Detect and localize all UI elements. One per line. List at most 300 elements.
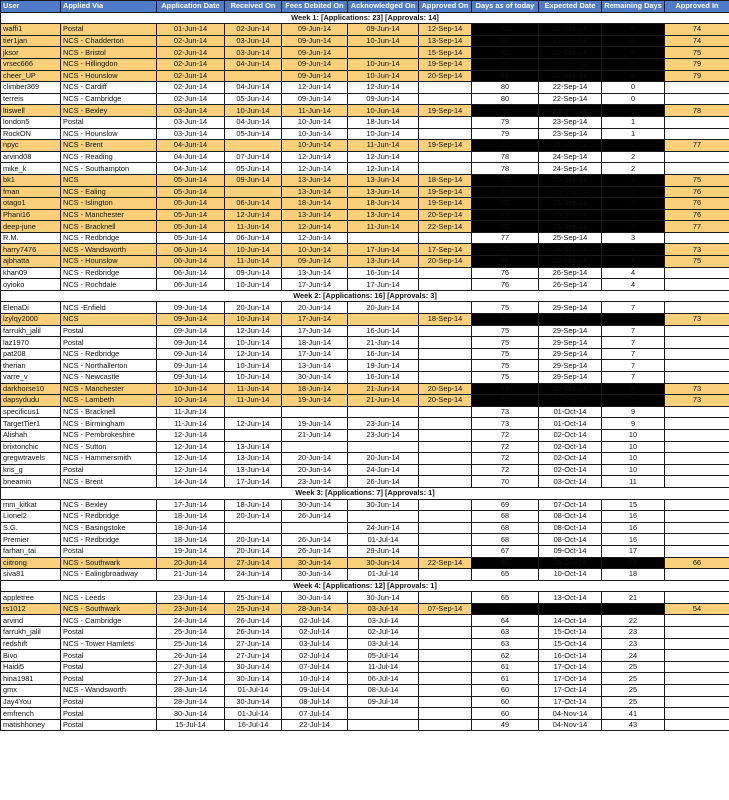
cell-fees-debited-on[interactable]: 26-Jun-14 xyxy=(282,511,348,523)
cell-expected-date[interactable]: 25-Sep-14 xyxy=(539,209,602,221)
cell-acknowledged-on[interactable]: 10-Jun-14 xyxy=(348,58,419,70)
cell-approved-on[interactable] xyxy=(419,418,472,430)
cell-fees-debited-on[interactable] xyxy=(282,406,348,418)
table-row[interactable] xyxy=(1,174,729,186)
cell-received-on[interactable]: 13-Jun-14 xyxy=(225,453,282,465)
cell-days-as-of-today[interactable]: 69 xyxy=(472,499,539,511)
cell-approved-in[interactable]: 73 xyxy=(665,395,729,407)
cell-expected-date[interactable]: 08-Oct-14 xyxy=(539,511,602,523)
cell-application-date[interactable]: 19-Jun-14 xyxy=(157,545,225,557)
cell-expected-date[interactable]: 08-Oct-14 xyxy=(539,534,602,546)
cell-approved-on[interactable] xyxy=(419,673,472,685)
cell-approved-in[interactable]: 73 xyxy=(665,244,729,256)
cell-applied-via[interactable]: Postal xyxy=(61,650,157,662)
cell-acknowledged-on[interactable]: 11-Jun-14 xyxy=(348,140,419,152)
table-row[interactable] xyxy=(1,302,729,314)
cell-application-date[interactable]: 03-Jun-14 xyxy=(157,105,225,117)
cell-fees-debited-on[interactable]: 10-Jun-14 xyxy=(282,116,348,128)
cell-fees-debited-on[interactable]: 22-Jul-14 xyxy=(282,719,348,731)
cell-expected-date[interactable]: 07-Oct-14 xyxy=(539,499,602,511)
cell-user[interactable]: arvind08 xyxy=(1,151,61,163)
table-row[interactable] xyxy=(1,569,729,581)
cell-expected-date[interactable]: 29-Sep-14 xyxy=(539,325,602,337)
cell-remaining-days[interactable]: 6 xyxy=(602,35,665,47)
cell-received-on[interactable]: 12-Jun-14 xyxy=(225,418,282,430)
cell-fees-debited-on[interactable]: 07-Jul-14 xyxy=(282,708,348,720)
cell-days-as-of-today[interactable]: 68 xyxy=(472,522,539,534)
cell-expected-date[interactable]: 10-Oct-14 xyxy=(539,569,602,581)
cell-approved-in[interactable] xyxy=(665,348,729,360)
cell-approved-on[interactable] xyxy=(419,592,472,604)
cell-expected-date[interactable]: 29-Sep-14 xyxy=(539,337,602,349)
cell-acknowledged-on[interactable] xyxy=(348,232,419,244)
table-row[interactable] xyxy=(1,592,729,604)
cell-applied-via[interactable]: NCS - Lambeth xyxy=(61,395,157,407)
cell-applied-via[interactable]: Postal xyxy=(61,24,157,36)
table-row[interactable] xyxy=(1,476,729,488)
cell-expected-date[interactable]: 17-Oct-14 xyxy=(539,685,602,697)
cell-fees-debited-on[interactable]: 09-Jun-14 xyxy=(282,47,348,59)
cell-approved-in[interactable]: 75 xyxy=(665,47,729,59)
cell-approved-on[interactable] xyxy=(419,719,472,731)
table-row[interactable] xyxy=(1,719,729,731)
cell-remaining-days[interactable]: 22 xyxy=(602,615,665,627)
cell-application-date[interactable]: 02-Jun-14 xyxy=(157,70,225,82)
cell-acknowledged-on[interactable] xyxy=(348,708,419,720)
cell-acknowledged-on[interactable]: 10-Jun-14 xyxy=(348,35,419,47)
cell-approved-in[interactable]: 75 xyxy=(665,174,729,186)
cell-applied-via[interactable]: NCS -Enfield xyxy=(61,302,157,314)
cell-fees-debited-on[interactable]: 17-Jun-14 xyxy=(282,325,348,337)
cell-fees-debited-on[interactable]: 09-Jun-14 xyxy=(282,58,348,70)
cell-applied-via[interactable]: NCS xyxy=(61,174,157,186)
cell-approved-on[interactable] xyxy=(419,708,472,720)
cell-application-date[interactable]: 09-Jun-14 xyxy=(157,372,225,384)
cell-application-date[interactable]: 26-Jun-14 xyxy=(157,650,225,662)
table-row[interactable] xyxy=(1,186,729,198)
cell-approved-in[interactable] xyxy=(665,638,729,650)
cell-received-on[interactable]: 20-Jun-14 xyxy=(225,545,282,557)
cell-approved-in[interactable] xyxy=(665,476,729,488)
cell-received-on[interactable]: 10-Jun-14 xyxy=(225,314,282,326)
cell-approved-in[interactable] xyxy=(665,627,729,639)
cell-acknowledged-on[interactable]: 16-Jun-14 xyxy=(348,372,419,384)
cell-received-on[interactable]: 26-Jun-14 xyxy=(225,615,282,627)
cell-user[interactable]: Lionel2 xyxy=(1,511,61,523)
cell-remaining-days[interactable]: 8 xyxy=(602,395,665,407)
cell-approved-in[interactable] xyxy=(665,279,729,291)
cell-expected-date[interactable]: 08-Oct-14 xyxy=(539,522,602,534)
cell-expected-date[interactable]: 22-Sep-14 xyxy=(539,47,602,59)
table-row[interactable] xyxy=(1,418,729,430)
cell-days-as-of-today[interactable]: 68 xyxy=(472,534,539,546)
col-header-fees-debited-on[interactable]: Fees Debited On xyxy=(282,1,348,13)
cell-remaining-days[interactable]: 11 xyxy=(602,476,665,488)
cell-approved-on[interactable]: 22-Sep-14 xyxy=(419,557,472,569)
cell-acknowledged-on[interactable]: 16-Jun-14 xyxy=(348,267,419,279)
cell-user[interactable]: gmx xyxy=(1,685,61,697)
cell-acknowledged-on[interactable]: 23-Jun-14 xyxy=(348,429,419,441)
cell-expected-date[interactable]: 13-Oct-14 xyxy=(539,603,602,615)
cell-approved-on[interactable] xyxy=(419,569,472,581)
cell-acknowledged-on[interactable]: 21-Jun-14 xyxy=(348,383,419,395)
cell-approved-in[interactable]: 76 xyxy=(665,209,729,221)
cell-received-on[interactable]: 24-Jun-14 xyxy=(225,569,282,581)
cell-approved-on[interactable] xyxy=(419,511,472,523)
cell-applied-via[interactable]: NCS - Cambridge xyxy=(61,93,157,105)
cell-applied-via[interactable]: NCS - Wandsworth xyxy=(61,685,157,697)
cell-received-on[interactable]: 06-Jun-14 xyxy=(225,232,282,244)
cell-received-on[interactable]: 25-Jun-14 xyxy=(225,603,282,615)
cell-received-on[interactable]: 12-Jun-14 xyxy=(225,348,282,360)
cell-approved-on[interactable] xyxy=(419,406,472,418)
cell-applied-via[interactable]: NCS - Tower Hamlets xyxy=(61,638,157,650)
cell-approved-in[interactable]: 79 xyxy=(665,70,729,82)
col-header-applied-via[interactable]: Applied Via xyxy=(61,1,157,13)
cell-fees-debited-on[interactable]: 26-Jun-14 xyxy=(282,534,348,546)
cell-applied-via[interactable]: Postal xyxy=(61,627,157,639)
cell-fees-debited-on[interactable]: 13-Jun-14 xyxy=(282,209,348,221)
cell-approved-on[interactable]: 20-Sep-14 xyxy=(419,70,472,82)
cell-received-on[interactable]: 27-Jun-14 xyxy=(225,638,282,650)
cell-fees-debited-on[interactable]: 13-Jun-14 xyxy=(282,174,348,186)
cell-approved-in[interactable] xyxy=(665,696,729,708)
cell-approved-on[interactable]: 18-Sep-14 xyxy=(419,314,472,326)
cell-application-date[interactable]: 06-Jun-14 xyxy=(157,244,225,256)
cell-user[interactable]: lzylqy2000 xyxy=(1,314,61,326)
cell-approved-on[interactable] xyxy=(419,267,472,279)
cell-days-as-of-today[interactable]: 75 xyxy=(472,372,539,384)
cell-applied-via[interactable]: NCS - Sutton xyxy=(61,441,157,453)
cell-user[interactable]: siva81 xyxy=(1,569,61,581)
cell-approved-on[interactable]: 19-Sep-14 xyxy=(419,105,472,117)
cell-acknowledged-on[interactable]: 11-Jun-14 xyxy=(348,221,419,233)
cell-fees-debited-on[interactable]: 20-Jun-14 xyxy=(282,302,348,314)
table-row[interactable] xyxy=(1,140,729,152)
table-row[interactable] xyxy=(1,395,729,407)
cell-approved-on[interactable] xyxy=(419,82,472,94)
cell-applied-via[interactable]: NCS - Bexley xyxy=(61,105,157,117)
cell-acknowledged-on[interactable]: 03-Jul-14 xyxy=(348,615,419,627)
cell-application-date[interactable]: 10-Jun-14 xyxy=(157,383,225,395)
cell-user[interactable]: emfrench xyxy=(1,708,61,720)
cell-fees-debited-on[interactable]: 30-Jun-14 xyxy=(282,372,348,384)
cell-remaining-days[interactable]: 25 xyxy=(602,685,665,697)
cell-applied-via[interactable]: NCS - Brent xyxy=(61,140,157,152)
cell-application-date[interactable]: 02-Jun-14 xyxy=(157,35,225,47)
col-header-approved-on[interactable]: Approved On xyxy=(419,1,472,13)
cell-remaining-days[interactable]: 2 xyxy=(602,140,665,152)
cell-days-as-of-today[interactable]: 78 xyxy=(472,140,539,152)
cell-applied-via[interactable]: NCS - Redbridge xyxy=(61,232,157,244)
cell-approved-on[interactable] xyxy=(419,279,472,291)
cell-remaining-days[interactable]: 7 xyxy=(602,372,665,384)
table-row[interactable] xyxy=(1,429,729,441)
table-row[interactable] xyxy=(1,603,729,615)
cell-applied-via[interactable]: NCS - Redbridge xyxy=(61,511,157,523)
cell-applied-via[interactable]: NCS - Hounslow xyxy=(61,128,157,140)
cell-received-on[interactable]: 03-Jun-14 xyxy=(225,47,282,59)
table-row[interactable] xyxy=(1,267,729,279)
cell-acknowledged-on[interactable]: 13-Jun-14 xyxy=(348,256,419,268)
table-row[interactable] xyxy=(1,685,729,697)
cell-acknowledged-on[interactable]: 18-Jun-14 xyxy=(348,116,419,128)
cell-days-as-of-today[interactable]: 76 xyxy=(472,267,539,279)
cell-expected-date[interactable]: 15-Oct-14 xyxy=(539,627,602,639)
cell-received-on[interactable]: 27-Jun-14 xyxy=(225,557,282,569)
cell-approved-on[interactable] xyxy=(419,93,472,105)
cell-received-on[interactable]: 11-Jun-14 xyxy=(225,383,282,395)
cell-acknowledged-on[interactable]: 13-Jun-14 xyxy=(348,174,419,186)
cell-fees-debited-on[interactable]: 03-Jul-14 xyxy=(282,638,348,650)
cell-fees-debited-on[interactable]: 13-Jun-14 xyxy=(282,267,348,279)
cell-approved-on[interactable]: 19-Sep-14 xyxy=(419,186,472,198)
cell-remaining-days[interactable]: 24 xyxy=(602,650,665,662)
table-row[interactable] xyxy=(1,499,729,511)
cell-expected-date[interactable]: 02-Oct-14 xyxy=(539,441,602,453)
cell-remaining-days[interactable]: 43 xyxy=(602,719,665,731)
cell-remaining-days[interactable]: 7 xyxy=(602,337,665,349)
cell-fees-debited-on[interactable]: 08-Jul-14 xyxy=(282,696,348,708)
cell-applied-via[interactable]: NCS - Manchester xyxy=(61,209,157,221)
cell-approved-in[interactable] xyxy=(665,708,729,720)
cell-approved-on[interactable] xyxy=(419,464,472,476)
cell-expected-date[interactable]: 04-Nov-14 xyxy=(539,708,602,720)
cell-applied-via[interactable]: Postal xyxy=(61,545,157,557)
cell-expected-date[interactable]: 30-Sep-14 xyxy=(539,383,602,395)
cell-remaining-days[interactable]: 21 xyxy=(602,592,665,604)
cell-approved-on[interactable] xyxy=(419,685,472,697)
cell-user[interactable]: S.G. xyxy=(1,522,61,534)
cell-acknowledged-on[interactable] xyxy=(348,47,419,59)
cell-approved-in[interactable] xyxy=(665,661,729,673)
cell-applied-via[interactable]: Postal xyxy=(61,696,157,708)
col-header-received-on[interactable]: Received On xyxy=(225,1,282,13)
cell-acknowledged-on[interactable] xyxy=(348,719,419,731)
cell-fees-debited-on[interactable]: 12-Jun-14 xyxy=(282,232,348,244)
cell-days-as-of-today[interactable]: 77 xyxy=(472,198,539,210)
cell-expected-date[interactable]: 26-Sep-14 xyxy=(539,279,602,291)
cell-user[interactable]: Bivo xyxy=(1,650,61,662)
cell-days-as-of-today[interactable]: 80 xyxy=(472,93,539,105)
cell-received-on[interactable]: 04-Jun-14 xyxy=(225,58,282,70)
cell-acknowledged-on[interactable]: 10-Jun-14 xyxy=(348,105,419,117)
cell-remaining-days[interactable]: 23 xyxy=(602,638,665,650)
cell-expected-date[interactable]: 23-Sep-14 xyxy=(539,105,602,117)
cell-user[interactable]: npyc xyxy=(1,140,61,152)
col-header-application-date[interactable]: Application Date xyxy=(157,1,225,13)
cell-expected-date[interactable]: 13-Oct-14 xyxy=(539,592,602,604)
cell-user[interactable]: specificus1 xyxy=(1,406,61,418)
table-row[interactable] xyxy=(1,256,729,268)
cell-approved-on[interactable]: 07-Sep-14 xyxy=(419,603,472,615)
cell-expected-date[interactable]: 25-Sep-14 xyxy=(539,221,602,233)
table-row[interactable] xyxy=(1,522,729,534)
cell-fees-debited-on[interactable]: 11-Jun-14 xyxy=(282,105,348,117)
cell-days-as-of-today[interactable]: 74 xyxy=(472,383,539,395)
table-row[interactable] xyxy=(1,24,729,36)
cell-acknowledged-on[interactable]: 29-Jun-14 xyxy=(348,545,419,557)
cell-applied-via[interactable]: NCS - Wandsworth xyxy=(61,244,157,256)
cell-approved-on[interactable] xyxy=(419,661,472,673)
cell-acknowledged-on[interactable]: 30-Jun-14 xyxy=(348,557,419,569)
cell-applied-via[interactable]: NCS - Hounslow xyxy=(61,256,157,268)
cell-applied-via[interactable]: NCS - Southampton xyxy=(61,163,157,175)
cell-received-on[interactable] xyxy=(225,406,282,418)
cell-remaining-days[interactable]: 10 xyxy=(602,441,665,453)
cell-approved-on[interactable] xyxy=(419,360,472,372)
table-row[interactable] xyxy=(1,209,729,221)
table-row[interactable] xyxy=(1,244,729,256)
cell-remaining-days[interactable]: 1 xyxy=(602,105,665,117)
cell-fees-debited-on[interactable]: 17-Jun-14 xyxy=(282,348,348,360)
cell-received-on[interactable]: 30-Jun-14 xyxy=(225,673,282,685)
col-header-approved-in[interactable]: Approved In xyxy=(665,1,729,13)
cell-days-as-of-today[interactable]: 73 xyxy=(472,406,539,418)
cell-days-as-of-today[interactable]: 76 xyxy=(472,244,539,256)
cell-application-date[interactable]: 12-Jun-14 xyxy=(157,453,225,465)
cell-remaining-days[interactable]: 10 xyxy=(602,429,665,441)
cell-expected-date[interactable]: 29-Sep-14 xyxy=(539,360,602,372)
cell-approved-on[interactable] xyxy=(419,453,472,465)
cell-expected-date[interactable]: 29-Sep-14 xyxy=(539,314,602,326)
cell-approved-on[interactable] xyxy=(419,638,472,650)
cell-days-as-of-today[interactable]: 61 xyxy=(472,661,539,673)
cell-received-on[interactable]: 11-Jun-14 xyxy=(225,256,282,268)
cell-user[interactable]: mm_kitkat xyxy=(1,499,61,511)
cell-application-date[interactable]: 03-Jun-14 xyxy=(157,116,225,128)
table-row[interactable] xyxy=(1,534,729,546)
table-row[interactable] xyxy=(1,511,729,523)
cell-expected-date[interactable]: 01-Oct-14 xyxy=(539,406,602,418)
cell-approved-on[interactable]: 22-Sep-14 xyxy=(419,221,472,233)
cell-days-as-of-today[interactable]: 66 xyxy=(472,557,539,569)
cell-applied-via[interactable]: NCS - Bracknell xyxy=(61,221,157,233)
cell-fees-debited-on[interactable]: 09-Jun-14 xyxy=(282,256,348,268)
cell-fees-debited-on[interactable]: 18-Jun-14 xyxy=(282,198,348,210)
col-header-expected-date[interactable]: Expected Date xyxy=(539,1,602,13)
cell-expected-date[interactable]: 29-Sep-14 xyxy=(539,372,602,384)
cell-application-date[interactable]: 30-Jun-14 xyxy=(157,708,225,720)
cell-fees-debited-on[interactable]: 30-Jun-14 xyxy=(282,557,348,569)
table-row[interactable] xyxy=(1,70,729,82)
cell-applied-via[interactable]: NCS - Bracknell xyxy=(61,406,157,418)
cell-application-date[interactable]: 09-Jun-14 xyxy=(157,348,225,360)
cell-remaining-days[interactable]: 41 xyxy=(602,708,665,720)
cell-user[interactable]: hina1981 xyxy=(1,673,61,685)
cell-remaining-days[interactable]: 9 xyxy=(602,406,665,418)
cell-approved-in[interactable]: 76 xyxy=(665,186,729,198)
cell-remaining-days[interactable]: 7 xyxy=(602,348,665,360)
cell-expected-date[interactable]: 22-Sep-14 xyxy=(539,58,602,70)
cell-approved-in[interactable] xyxy=(665,163,729,175)
cell-approved-on[interactable] xyxy=(419,348,472,360)
cell-application-date[interactable]: 05-Jun-14 xyxy=(157,174,225,186)
cell-approved-in[interactable] xyxy=(665,151,729,163)
col-header-remaining-days[interactable]: Remaining Days xyxy=(602,1,665,13)
cell-approved-on[interactable] xyxy=(419,534,472,546)
cell-approved-in[interactable]: 75 xyxy=(665,256,729,268)
cell-user[interactable]: dapsydudu xyxy=(1,395,61,407)
cell-received-on[interactable]: 10-Jun-14 xyxy=(225,279,282,291)
cell-received-on[interactable]: 27-Jun-14 xyxy=(225,650,282,662)
cell-days-as-of-today[interactable]: 79 xyxy=(472,128,539,140)
cell-approved-in[interactable] xyxy=(665,267,729,279)
cell-days-as-of-today[interactable]: 77 xyxy=(472,221,539,233)
cell-approved-in[interactable] xyxy=(665,673,729,685)
cell-approved-on[interactable]: 12-Sep-14 xyxy=(419,24,472,36)
cell-remaining-days[interactable]: 16 xyxy=(602,522,665,534)
cell-remaining-days[interactable]: 3 xyxy=(602,198,665,210)
cell-expected-date[interactable]: 26-Sep-14 xyxy=(539,256,602,268)
cell-fees-debited-on[interactable]: 10-Jun-14 xyxy=(282,244,348,256)
cell-received-on[interactable]: 02-Jun-14 xyxy=(225,24,282,36)
table-row[interactable] xyxy=(1,82,729,94)
cell-applied-via[interactable]: NCS - Southwark xyxy=(61,603,157,615)
cell-expected-date[interactable]: 21-Sep-14 xyxy=(539,24,602,36)
cell-applied-via[interactable]: NCS - Southwark xyxy=(61,557,157,569)
cell-user[interactable]: appletree xyxy=(1,592,61,604)
cell-user[interactable]: kris_g xyxy=(1,464,61,476)
cell-remaining-days[interactable]: 7 xyxy=(602,360,665,372)
cell-application-date[interactable]: 23-Jun-14 xyxy=(157,592,225,604)
cell-fees-debited-on[interactable] xyxy=(282,522,348,534)
cell-remaining-days[interactable]: 4 xyxy=(602,244,665,256)
cell-acknowledged-on[interactable] xyxy=(348,406,419,418)
cell-application-date[interactable]: 24-Jun-14 xyxy=(157,615,225,627)
cell-expected-date[interactable]: 25-Sep-14 xyxy=(539,186,602,198)
cell-days-as-of-today[interactable]: 76 xyxy=(472,279,539,291)
table-row[interactable] xyxy=(1,35,729,47)
cell-fees-debited-on[interactable]: 09-Jun-14 xyxy=(282,70,348,82)
cell-remaining-days[interactable]: 3 xyxy=(602,209,665,221)
cell-expected-date[interactable]: 16-Oct-14 xyxy=(539,650,602,662)
cell-remaining-days[interactable]: 4 xyxy=(602,279,665,291)
table-row[interactable] xyxy=(1,93,729,105)
cell-expected-date[interactable]: 22-Sep-14 xyxy=(539,93,602,105)
cell-approved-in[interactable] xyxy=(665,522,729,534)
cell-acknowledged-on[interactable]: 17-Jun-14 xyxy=(348,244,419,256)
cell-received-on[interactable]: 18-Jun-14 xyxy=(225,499,282,511)
cell-approved-on[interactable] xyxy=(419,302,472,314)
cell-acknowledged-on[interactable]: 13-Jun-14 xyxy=(348,186,419,198)
cell-user[interactable]: farrukh_jalil xyxy=(1,627,61,639)
cell-approved-in[interactable]: 79 xyxy=(665,58,729,70)
cell-applied-via[interactable]: NCS - Cardiff xyxy=(61,82,157,94)
cell-approved-in[interactable] xyxy=(665,337,729,349)
cell-user[interactable]: darkhorse10 xyxy=(1,383,61,395)
cell-applied-via[interactable]: NCS - Hammersmith xyxy=(61,453,157,465)
cell-acknowledged-on[interactable]: 23-Jun-14 xyxy=(348,418,419,430)
cell-received-on[interactable]: 01-Jul-14 xyxy=(225,708,282,720)
cell-fees-debited-on[interactable]: 10-Jun-14 xyxy=(282,140,348,152)
cell-approved-in[interactable]: 77 xyxy=(665,140,729,152)
cell-application-date[interactable]: 05-Jun-14 xyxy=(157,198,225,210)
cell-acknowledged-on[interactable]: 10-Jun-14 xyxy=(348,70,419,82)
cell-expected-date[interactable]: 30-Sep-14 xyxy=(539,395,602,407)
cell-days-as-of-today[interactable]: 81 xyxy=(472,58,539,70)
cell-approved-in[interactable] xyxy=(665,232,729,244)
cell-expected-date[interactable]: 29-Sep-14 xyxy=(539,348,602,360)
cell-remaining-days[interactable]: 18 xyxy=(602,557,665,569)
cell-user[interactable]: R.M. xyxy=(1,232,61,244)
cell-remaining-days[interactable]: 1 xyxy=(602,116,665,128)
cell-received-on[interactable] xyxy=(225,140,282,152)
cell-user[interactable]: deep-june xyxy=(1,221,61,233)
cell-received-on[interactable]: 25-Jun-14 xyxy=(225,592,282,604)
cell-acknowledged-on[interactable]: 01-Jul-14 xyxy=(348,534,419,546)
cell-applied-via[interactable]: NCS - Basingstoke xyxy=(61,522,157,534)
